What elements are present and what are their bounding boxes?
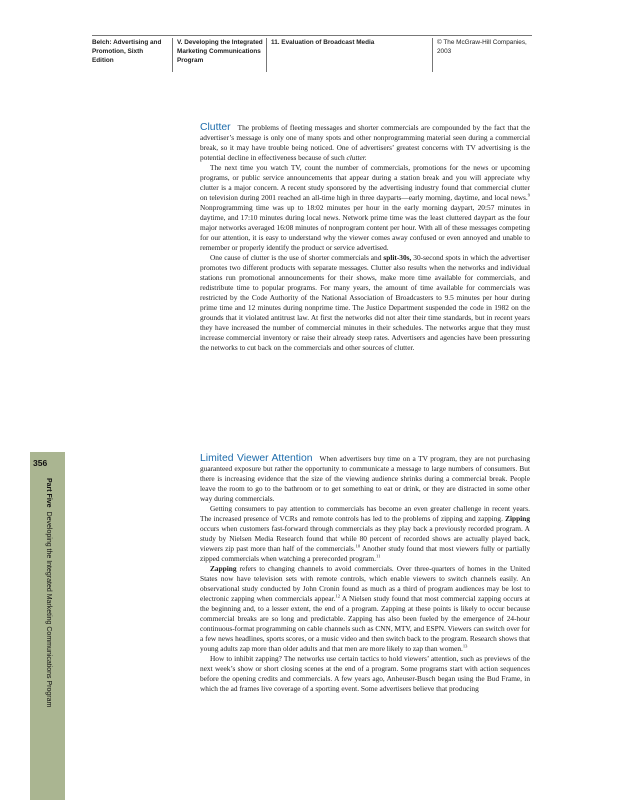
running-header [92,38,532,78]
section-heading: Limited Viewer Attention [200,453,313,464]
header-book-title: Belch: Advertising and Promotion, Sixth Edition [92,39,162,64]
key-term: Zipping [505,514,530,523]
header-rule [92,35,532,36]
footnote-ref: 9 [527,192,530,198]
section-heading: Clutter [200,122,231,133]
footnote-ref: 10 [355,543,361,549]
section-limited-viewer-attention [200,454,530,694]
paragraph: The next time you watch TV, count the number of commercials, promotions for the news or upcoming programs, or public service announcements that appear during a station break and you will appreciate why clutter is a major concern. A recent study sponsored by the advertising industry found that commercial clutter on television during 2001 reached an all-time high in three dayparts—early morning, daytime, and local news.$^9$ Nonprogramming time was up to 18:02 minutes per hour in the early morning daypart, 20:57 minutes in daytime, and 17:10 minutes during local news. Network prime time was the least cluttered daypart as the four major networks averaged 16:08 minutes of nonprogram content per hour. With all of these messages competing for our attention, it is easy to understand why the viewer comes away confused or even annoyed and unable to remember or properly identify the product or service advertised. [200,163,530,252]
paragraph: Limited Viewer Attention When advertisers buy time on a TV program, they are not purchasing guaranteed exposure but rather the opportunity to communicate a message to large numbers of consumers. But there is increasing evidence that the size of the viewing audience shrinks during a commercial break. People leave the room to go to the bathroom or to get something to eat or drink, or they are distracted in some other way during commercials. [200,453,530,503]
key-term: Zapping [210,564,237,573]
header-copyright: © The McGraw-Hill Companies, 2003 [432,38,533,72]
page-number: 356 [33,458,48,468]
footnote-ref: 12 [335,593,341,599]
paragraph: Zapping refers to changing channels to avoid commercials. Over three-quarters of homes in the United States now have television sets with remote controls, which enable viewers to switch channels easily. An observational study conducted by John Cronin found as much as a third of program audiences may be lost to electronic zapping when commercials appear.$^{12}$ A Nielsen study found that most commercial zapping occurs at the beginning and, to a lesser extent, the end of a program. Zapping at these points is likely to occur because commercial breaks are so long and predictable. Zapping has also been fueled by the emergence of 24-hour continuous-format programming on cable channels such as CNN, MTV, and ESPN. Viewers can switch over for a few news headlines, sports scores, or a music video and then switch back to the program. Research shows that young adults zap more than older adults and that men are more likely to zap than women.$^{13}$ [200,564,530,653]
header-part-title: V. Developing the Integrated Marketing Communications Program [172,38,265,72]
paragraph: One cause of clutter is the use of shorter commercials and split-30s, 30-second spots in which the advertiser promotes two different products with separate messages. Clutter also results when the networks and individual stations run promotional announcements for their shows, make more time available for commercials, and redistribute time to popular programs. For many years, the amount of time available for commercials was restricted by the Code Authority of the National Association of Broadcasters to 9.5 minutes per hour during prime time and 12 minutes during nonprime time. The Justice Department suspended the code in 1982 on the grounds that it violated antitrust law. At first the networks did not alter their time standards, but in recent years they have increased the number of commercial minutes in their schedules. The networks argue that they must increase commercial inventory or raise their already steep rates. Advertisers and agencies have been pressuring the networks to cut back on the commercials and other sources of clutter. [200,253,531,352]
part-title: Developing the Integrated Marketing Communications Program [45,511,52,708]
key-term: split-30s, [383,253,412,262]
part-running-title [38,478,52,798]
part-label: Part Five [45,478,52,508]
paragraph: Clutter The problems of fleeting messages and shorter commercials are compounded by the fact that the advertiser’s message is only one of many spots and other nonprogramming material seen during a commercial break, so it may have trouble being noticed. One of advertisers’ greatest concerns with TV advertising is the potential decline in effectiveness because of such clutter. [200,122,530,162]
header-chapter-title: 11. Evaluation of Broadcast Media [266,38,431,72]
section-clutter [200,123,530,353]
footnote-ref: 11 [375,553,381,559]
paragraph: Getting consumers to pay attention to commercials has become an even greater challenge in recent years. The increased presence of VCRs and remote controls has led to the problems of zipping and zapping. Zipping occurs when customers fast-forward through commercials as they play back a previously recorded program. A study by Nielsen Media Research found that while 80 percent of recorded shows are actually played back, viewers zip past more than half of the commercials.$^{10}$ Another study found that most viewers fully or partially zipped commercials when watching a prerecorded program.$^{11}$ [200,504,530,563]
footnote-ref: 13 [462,643,468,649]
paragraph: How to inhibit zapping? The networks use certain tactics to hold viewers’ attention, such as previews of the next week’s show or short closing scenes at the end of a program. Some programs start with action sequences before the opening credits and commercials. A few years ago, Anheuser-Busch began using the Bud Frame, in which the ad frames live coverage of a sporting event. Some advertisers believe that producing [200,654,530,693]
